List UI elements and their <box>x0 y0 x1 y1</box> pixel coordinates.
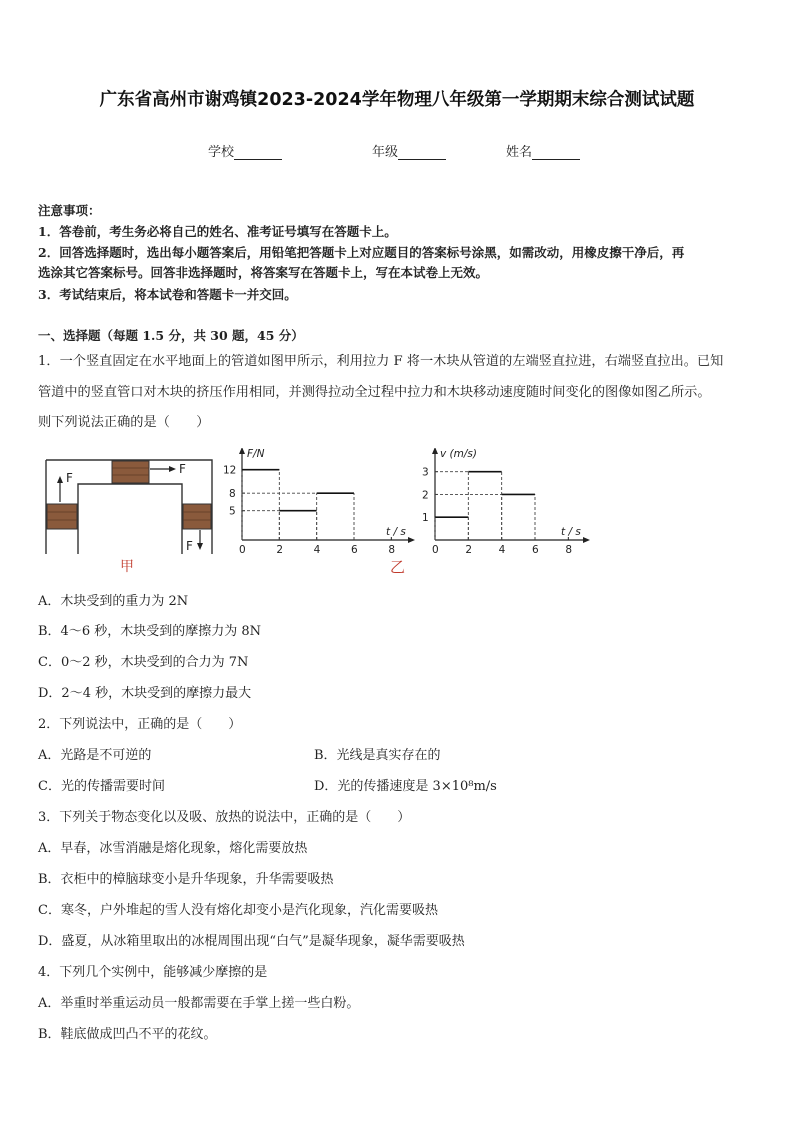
chart1-y-tick-label: 12 <box>223 464 237 477</box>
chart1-y-label: F/N <box>247 448 265 460</box>
wood-block-right <box>183 504 211 529</box>
force-label: F <box>186 539 193 553</box>
q4-stem: 4．下列几个实例中，能够减少摩擦的是 <box>38 965 268 980</box>
q1-stem-line: 管道中的竖直管口对木块的挤压作用相同，并测得拉动全过程中拉力和木块移动速度随时间变化的图像如图乙所示。 <box>38 385 711 400</box>
chart2-x-tick-label: 0 <box>432 544 439 556</box>
grade-blank[interactable] <box>398 146 446 160</box>
chart1-x-label: t / s <box>386 526 406 538</box>
q2-option-c[interactable]: C．光的传播需要时间 <box>38 779 165 794</box>
force-arrow-up <box>57 476 63 502</box>
page-title: 广东省高州市谢鸡镇2023-2024学年物理八年级第一学期期末综合测试试题 <box>99 90 695 110</box>
chart1-y-tick-label: 5 <box>229 505 236 518</box>
name-field <box>506 141 580 160</box>
notes-item: 3．考试结束后，将本试卷和答题卡一并交回。 <box>38 287 297 302</box>
school-field <box>208 141 282 160</box>
graphs-yi <box>222 448 592 578</box>
chart1-y-tick-label: 8 <box>229 488 236 501</box>
chart2-x-tick-label: 8 <box>565 544 573 556</box>
chart2-x-axis-arrow <box>583 537 590 543</box>
chart2-y-label: v (m/s) <box>440 448 477 460</box>
force-arrow-down <box>197 530 203 550</box>
chart2-x-label: t / s <box>561 526 581 538</box>
chart2-x-tick-label: 2 <box>465 544 473 556</box>
q3-option-d[interactable]: D．盛夏，从冰箱里取出的冰棍周围出现“白气”是凝华现象，凝华需要吸热 <box>38 934 465 949</box>
grade-field <box>372 141 446 160</box>
notes-item: 选涂其它答案标号。回答非选择题时，将答案写在答题卡上，写在本试卷上无效。 <box>38 265 489 280</box>
pipe-inner-wall <box>78 484 182 554</box>
chart2-x-tick-label: 4 <box>498 544 506 556</box>
chart2-y-tick-label: 2 <box>422 489 429 502</box>
chart1-y-axis-arrow <box>239 448 245 454</box>
q1-option-d[interactable]: D．2～4 秒，木块受到的摩擦力最大 <box>38 686 252 701</box>
notes-item: 1．答卷前，考生务必将自己的姓名、准考证号填写在答题卡上。 <box>38 224 397 239</box>
school-blank[interactable] <box>234 146 282 160</box>
q1-option-c[interactable]: C．0～2 秒，木块受到的合力为 7N <box>38 655 249 670</box>
force-label: F <box>66 471 73 485</box>
q4-option-a[interactable]: A．举重时举重运动员一般都需要在手掌上搓一些白粉。 <box>38 996 360 1011</box>
chart1-x-tick-label: 2 <box>276 544 284 556</box>
chart1-x-tick-label: 0 <box>239 544 246 556</box>
q3-option-a[interactable]: A．早春，冰雪消融是熔化现象，熔化需要放热 <box>38 841 308 856</box>
chart1-x-tick-label: 8 <box>388 544 396 556</box>
school-label: 学校 <box>208 145 235 160</box>
q1-stem-line: 1．一个竖直固定在水平地面上的管道如图甲所示，利用拉力 F 将一木块从管道的左端竖直拉进，右端竖直拉出。已知 <box>38 354 724 369</box>
caption-yi: 乙 <box>390 558 406 576</box>
notes-heading: 注意事项： <box>38 203 101 218</box>
force-arrow-right <box>150 466 176 472</box>
grade-label: 年级 <box>372 145 399 160</box>
chart2-x-tick-label: 6 <box>532 544 539 556</box>
q3-option-b[interactable]: B．衣柜中的樟脑球变小是升华现象，升华需要吸热 <box>38 872 334 887</box>
q2-option-d[interactable]: D．光的传播速度是 3×10⁸m/s <box>314 779 497 794</box>
q4-option-b[interactable]: B．鞋底做成凹凸不平的花纹。 <box>38 1027 217 1042</box>
wood-block-top <box>112 461 149 483</box>
notes-item: 2．回答选择题时，选出每小题答案后，用铅笔把答题卡上对应题目的答案标号涂黑，如需改动，用橡皮擦干净后，再 <box>38 245 685 260</box>
chart1-x-tick-label: 4 <box>313 544 321 556</box>
chart2-y-axis-arrow <box>432 448 438 454</box>
q1-option-b[interactable]: B．4～6 秒，木块受到的摩擦力为 8N <box>38 624 262 639</box>
chart2-y-tick-label: 1 <box>422 512 429 525</box>
q3-stem: 3．下列关于物态变化以及吸、放热的说法中，正确的是（ ） <box>38 810 411 825</box>
name-blank[interactable] <box>532 146 580 160</box>
q1-option-a[interactable]: A．木块受到的重力为 2N <box>38 594 189 609</box>
wood-block-left <box>47 504 77 529</box>
chart1-x-axis-arrow <box>408 537 415 543</box>
q2-option-a[interactable]: A．光路是不可逆的 <box>38 748 152 763</box>
caption-jia: 甲 <box>120 559 134 575</box>
chart1-x-tick-label: 6 <box>351 544 358 556</box>
q1-stem-line: 则下列说法正确的是（ ） <box>38 415 210 430</box>
chart2-y-tick-label: 3 <box>422 466 429 479</box>
q3-option-c[interactable]: C．寒冬，户外堆起的雪人没有熔化却变小是汽化现象，汽化需要吸热 <box>38 903 438 918</box>
q2-stem: 2．下列说法中，正确的是（ ） <box>38 717 242 732</box>
pipe-diagram <box>40 452 220 577</box>
q2-option-b[interactable]: B．光线是真实存在的 <box>314 748 441 763</box>
force-label: F <box>179 462 186 476</box>
name-label: 姓名 <box>506 145 533 160</box>
section-heading: 一、选择题（每题 1.5 分，共 30 题，45 分） <box>38 328 304 343</box>
